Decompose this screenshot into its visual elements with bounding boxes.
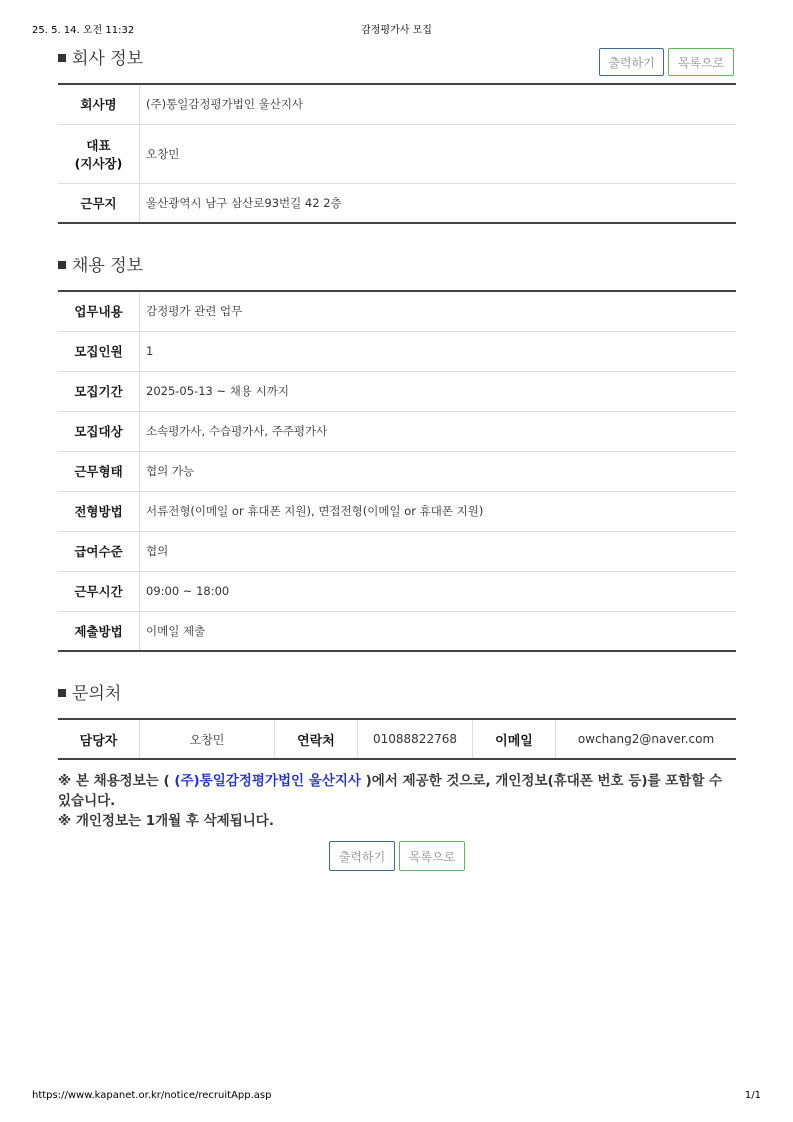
work-hours-value: 09:00 ~ 18:00 xyxy=(140,571,737,611)
representative-label: 대표 (지사장) xyxy=(58,124,140,183)
period-value: 2025-05-13 ~ 채용 시까지 xyxy=(140,371,737,411)
notice-company-name: (주)통일감정평가법인 울산지사 xyxy=(174,773,361,789)
square-bullet-icon xyxy=(58,261,66,269)
headcount-label: 모집인원 xyxy=(58,331,140,371)
table-row xyxy=(58,571,736,611)
company-section-title: 회사 정보 xyxy=(58,47,143,71)
table-row xyxy=(58,331,736,371)
headcount-value: 1 xyxy=(140,331,737,371)
selection-method-value: 서류전형(이메일 or 휴대폰 지원), 면접전형(이메일 or 휴대폰 지원) xyxy=(140,491,737,531)
workplace-value: 울산광역시 남구 삼산로93번길 42 2층 xyxy=(146,195,342,210)
recruit-info-table xyxy=(58,290,736,652)
period-label: 모집기간 xyxy=(58,371,140,411)
recruit-section-title: 채용 정보 xyxy=(58,254,143,278)
print-button-bottom[interactable]: 출력하기 xyxy=(329,841,395,871)
salary-label: 급여수준 xyxy=(58,531,140,571)
submission-method-value: 이메일 제출 xyxy=(146,623,206,638)
table-row xyxy=(58,611,736,651)
print-date: 25. 5. 14. 오전 11:32 xyxy=(32,25,135,36)
email-label: 이메일 xyxy=(473,719,556,759)
manager-value: 오창민 xyxy=(140,719,275,759)
table-row xyxy=(58,531,736,571)
list-button-bottom[interactable]: 목록으로 xyxy=(399,841,465,871)
table-row xyxy=(58,411,736,451)
print-button-top[interactable]: 출력하기 xyxy=(599,48,664,76)
phone-label: 연락처 xyxy=(275,719,358,759)
company-name-value: (주)통일감정평가법인 울산지사 xyxy=(140,84,737,124)
table-row xyxy=(58,183,736,223)
representative-value: 오창민 xyxy=(140,124,737,183)
work-type-label: 근무형태 xyxy=(58,451,140,491)
company-name-label: 회사명 xyxy=(58,84,140,124)
contact-table xyxy=(58,718,736,760)
print-title: 감정평가사 모집 xyxy=(361,25,432,36)
list-button-top[interactable]: 목록으로 xyxy=(668,48,734,76)
company-info-table xyxy=(58,83,736,224)
workplace-label: 근무지 xyxy=(58,183,140,223)
print-header xyxy=(32,21,761,35)
print-url: https://www.kapanet.or.kr/notice/recruitApp.asp xyxy=(32,1090,272,1101)
table-row xyxy=(58,124,736,183)
job-content-value: 감정평가 관련 업무 xyxy=(140,291,737,331)
contact-section-title: 문의처 xyxy=(58,682,121,706)
target-label: 모집대상 xyxy=(58,411,140,451)
selection-method-label: 전형방법 xyxy=(58,491,140,531)
square-bullet-icon xyxy=(58,54,66,62)
table-row xyxy=(58,719,736,759)
notice-line-1: ※ 본 채용정보는 ( (주)통일감정평가법인 울산지사 )에서 제공한 것으로, 개인정보(휴대폰 번호 등)를 포함할 수 있습니다. xyxy=(58,773,723,809)
notice-line-2: ※ 개인정보는 1개월 후 삭제됩니다. xyxy=(58,813,274,829)
table-row xyxy=(58,291,736,331)
email-value: owchang2@naver.com xyxy=(577,732,715,746)
square-bullet-icon xyxy=(58,689,66,697)
table-row xyxy=(58,371,736,411)
page-number: 1/1 xyxy=(744,1090,761,1101)
submission-method-label: 제출방법 xyxy=(58,611,140,651)
privacy-notice xyxy=(58,771,736,831)
table-row xyxy=(58,451,736,491)
manager-label: 담당자 xyxy=(58,719,140,759)
phone-value: 01088822768 xyxy=(358,719,473,759)
table-row xyxy=(58,84,736,124)
print-footer xyxy=(32,1090,761,1104)
salary-value: 협의 xyxy=(140,531,737,571)
work-hours-label: 근무시간 xyxy=(58,571,140,611)
table-row xyxy=(58,491,736,531)
work-type-value: 협의 가능 xyxy=(140,451,737,491)
target-value: 소속평가사, 수습평가사, 주주평가사 xyxy=(140,411,737,451)
job-content-label: 업무내용 xyxy=(58,291,140,331)
